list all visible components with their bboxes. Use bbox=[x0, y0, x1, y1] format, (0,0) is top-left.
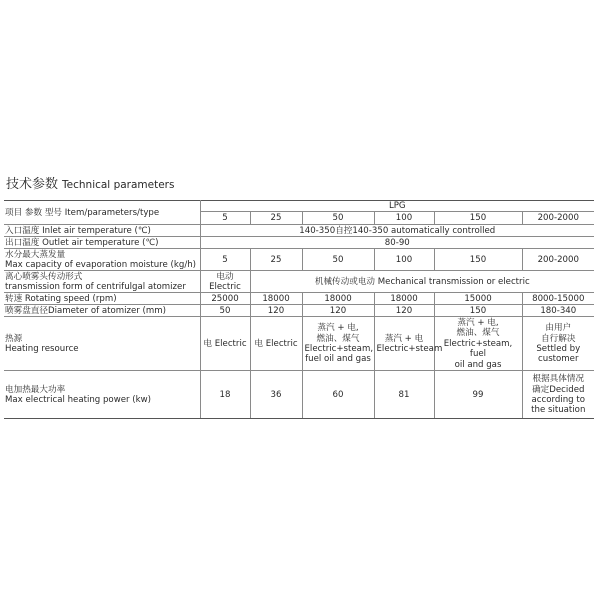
heating-label-en: Heating resource bbox=[5, 343, 79, 354]
section-title-en: Technical parameters bbox=[62, 179, 175, 191]
speed-cell: 18000 bbox=[250, 293, 302, 305]
heating-line: Electric+steam, fuel bbox=[443, 338, 513, 360]
evaporation-cell: 200-2000 bbox=[522, 249, 594, 271]
power-cell: 81 bbox=[374, 371, 434, 419]
transmission-rest-cell: 机械传动或电动 Mechanical transmission or electric bbox=[250, 271, 594, 293]
outlet-value: 80-90 bbox=[200, 237, 594, 249]
power-last-cell bbox=[522, 371, 594, 419]
heating-cell bbox=[434, 317, 522, 371]
power-last-line: the situation bbox=[531, 405, 586, 416]
speed-cell: 25000 bbox=[200, 293, 250, 305]
evaporation-label bbox=[4, 249, 200, 271]
power-cell: 60 bbox=[302, 371, 374, 419]
heating-cell bbox=[374, 317, 443, 371]
heating-line: 自行解决 bbox=[541, 333, 576, 344]
heating-cell bbox=[250, 317, 302, 371]
heating-line: 由用户 bbox=[545, 323, 572, 334]
power-last-line: according to bbox=[531, 394, 585, 405]
diameter-row bbox=[4, 305, 594, 317]
inlet-row bbox=[4, 225, 594, 237]
diameter-cell: 120 bbox=[250, 305, 302, 317]
header-row bbox=[4, 201, 594, 212]
technical-parameters-table bbox=[4, 200, 594, 419]
heating-line: 电 Electric bbox=[254, 338, 298, 349]
inlet-label: 入口温度 Inlet air temperature (℃) bbox=[4, 225, 200, 237]
model-cell: 5 bbox=[200, 212, 250, 225]
model-cell: 25 bbox=[250, 212, 302, 225]
transmission-row bbox=[4, 271, 594, 293]
section-title-zh: 技术参数 bbox=[6, 177, 59, 192]
heating-line: 蒸汽 + 电, bbox=[317, 323, 359, 334]
heating-line: Electric+steam, bbox=[304, 343, 374, 354]
evaporation-label-zh: 水分最大蒸发量 bbox=[5, 249, 66, 260]
model-cell: 150 bbox=[434, 212, 522, 225]
outlet-label: 出口温度 Outlet air temperature (℃) bbox=[4, 237, 200, 249]
evaporation-cell: 100 bbox=[374, 249, 434, 271]
diameter-label: 喷雾盘直径Diameter of atomizer (mm) bbox=[4, 305, 200, 317]
power-cell: 18 bbox=[200, 371, 250, 419]
evaporation-cell: 25 bbox=[250, 249, 302, 271]
transmission-first-zh: 电动 bbox=[216, 271, 234, 282]
heating-line: 电 Electric bbox=[203, 338, 247, 349]
model-group-cell: LPG bbox=[200, 201, 594, 212]
power-row bbox=[4, 371, 594, 419]
evaporation-cell: 5 bbox=[200, 249, 250, 271]
power-label-zh: 电加热最大功率 bbox=[5, 384, 66, 395]
heating-line: oil and gas bbox=[454, 359, 502, 370]
power-label-en: Max electrical heating power (kw) bbox=[5, 394, 151, 405]
section-title bbox=[6, 177, 174, 193]
power-last-line: 确定Decided bbox=[532, 384, 585, 395]
transmission-label bbox=[4, 271, 200, 293]
power-last-line: 根据具体情况 bbox=[532, 374, 585, 385]
heating-line: Electric+steam bbox=[376, 343, 443, 354]
speed-cell: 8000-15000 bbox=[522, 293, 594, 305]
heating-cell bbox=[522, 317, 594, 371]
diameter-cell: 120 bbox=[302, 305, 374, 317]
heating-line: customer bbox=[538, 354, 579, 365]
heating-line: 蒸汽 + 电 bbox=[384, 333, 424, 344]
heating-label bbox=[4, 317, 200, 371]
heating-line: 燃油、煤气 bbox=[456, 328, 500, 339]
evaporation-label-en: Max capacity of evaporation moisture (kg/h) bbox=[5, 259, 197, 270]
power-label bbox=[4, 371, 200, 419]
heating-line: 燃油、煤气 bbox=[316, 333, 360, 344]
transmission-first-cell bbox=[200, 271, 250, 293]
heating-row bbox=[4, 317, 594, 371]
evaporation-row bbox=[4, 249, 594, 271]
model-cell: 50 bbox=[302, 212, 374, 225]
diameter-cell: 180-340 bbox=[522, 305, 594, 317]
diameter-cell: 50 bbox=[200, 305, 250, 317]
heating-cell bbox=[200, 317, 250, 371]
heating-label-zh: 热源 bbox=[5, 333, 23, 344]
diameter-cell: 120 bbox=[374, 305, 434, 317]
speed-label: 转速 Rotating speed (rpm) bbox=[4, 293, 200, 305]
heating-line: fuel oil and gas bbox=[305, 354, 371, 365]
heating-cell bbox=[302, 317, 374, 371]
power-cell: 99 bbox=[434, 371, 522, 419]
outlet-row bbox=[4, 237, 594, 249]
evaporation-cell: 50 bbox=[302, 249, 374, 271]
header-label: 项目 参数 型号 Item/parameters/type bbox=[4, 201, 200, 225]
speed-cell: 18000 bbox=[374, 293, 434, 305]
transmission-label-en: transmission form of centrifulgal atomizer bbox=[5, 281, 186, 292]
power-cell: 36 bbox=[250, 371, 302, 419]
speed-row bbox=[4, 293, 594, 305]
heating-line: 蒸汽 + 电, bbox=[457, 317, 499, 328]
diameter-cell: 150 bbox=[434, 305, 522, 317]
heating-line: Settled by bbox=[536, 343, 581, 354]
transmission-label-zh: 离心喷雾头传动形式 bbox=[5, 271, 83, 282]
inlet-value: 140-350自控140-350 automatically controlled bbox=[200, 225, 594, 237]
speed-cell: 18000 bbox=[302, 293, 374, 305]
model-cell: 200-2000 bbox=[522, 212, 594, 225]
transmission-first-en: Electric bbox=[209, 281, 241, 292]
evaporation-cell: 150 bbox=[434, 249, 522, 271]
model-cell: 100 bbox=[374, 212, 434, 225]
speed-cell: 15000 bbox=[434, 293, 522, 305]
